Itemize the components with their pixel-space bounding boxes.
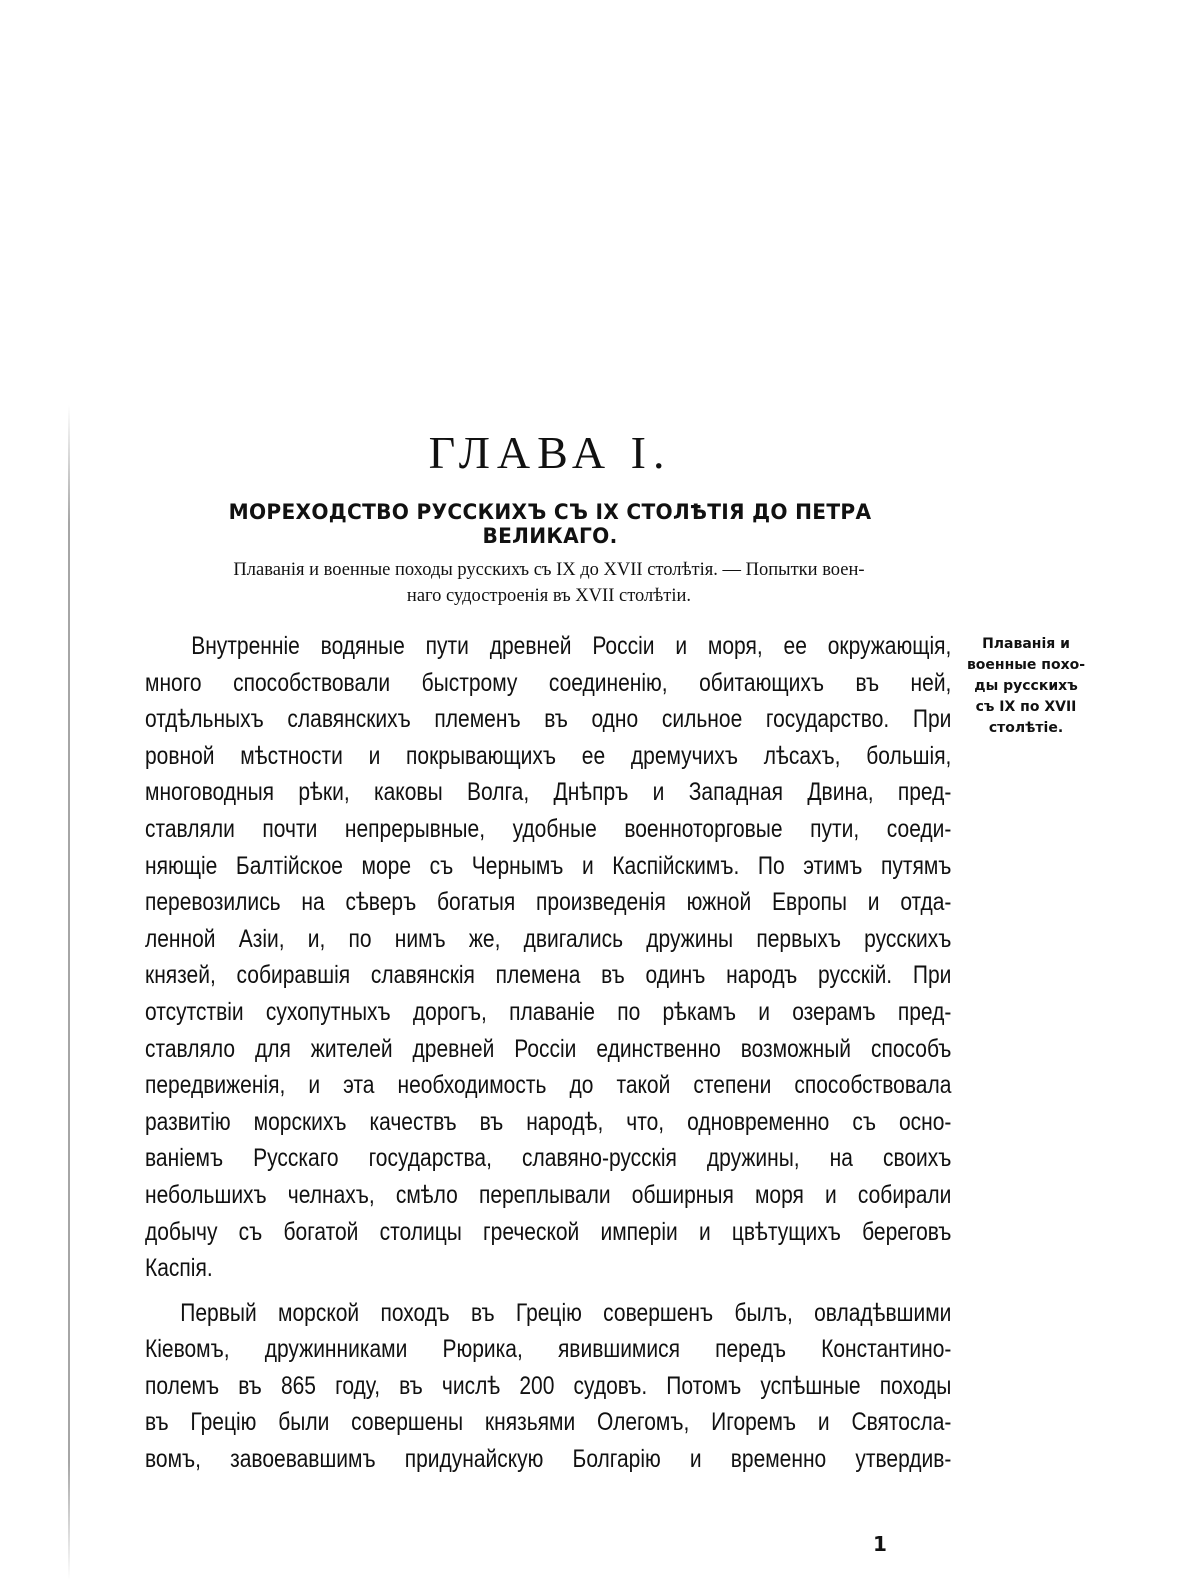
- body-line: ставляло для жителей древней Россіи единственно возможный способъ: [145, 1034, 952, 1063]
- body-line: вомъ, завоевавшимъ придунайскую Болгарію и временно утвердив-: [145, 1445, 952, 1474]
- page-number: 1: [873, 1532, 887, 1556]
- body-line: многоводныя рѣки, каковы Волга, Днѣпръ и Западная Двина, пред-: [145, 778, 952, 807]
- body-line: ваніемъ Русскаго государства, славяно-русскія дружины, на своихъ: [145, 1144, 952, 1173]
- margin-note-line: ды русскихъ: [974, 678, 1078, 694]
- body-line: въ Грецію были совершены князьями Олегомъ, Игоремъ и Святосла-: [145, 1408, 952, 1437]
- body-line: передвиженія, и эта необходимость до такой степени способствовала: [145, 1071, 952, 1100]
- body-line: развитію морскихъ качествъ въ народѣ, что, одновременно съ осно-: [145, 1107, 952, 1136]
- body-line: добычу съ богатой столицы греческой имперіи и цвѣтущихъ береговъ: [145, 1217, 952, 1246]
- margin-note-line: военные похо-: [966, 657, 1086, 673]
- margin-note-line: Плаванія и: [982, 636, 1070, 652]
- summary-line: наго судостроенія въ XVII столѣтіи.: [406, 586, 692, 606]
- body-text: [145, 628, 951, 1478]
- body-line: Кіевомъ, дружинниками Рюрика, явившимися передъ Константино-: [145, 1335, 952, 1364]
- page-edge-shadow: [68, 405, 70, 1580]
- chapter-subtitle: МОРЕХОДСТВО РУССКИХЪ СЪ IX СТОЛѢТІЯ ДО ПЕТРА ВЕЛИКАГО.: [228, 500, 872, 548]
- chapter-summary: [145, 557, 953, 609]
- body-line: ставляли почти непрерывные, удобные военноторговые пути, соеди-: [145, 814, 952, 843]
- body-line: Внутренніе водяные пути древней Россіи и моря, ее окружающія,: [191, 632, 952, 660]
- body-line: няющіе Балтійское море съ Чернымъ и Каспійскимъ. По этимъ путямъ: [145, 851, 952, 880]
- body-line: Первый морской походъ въ Грецію совершенъ былъ, овладѣвшими: [180, 1298, 952, 1327]
- margin-note-line: столѣтіе.: [988, 720, 1064, 736]
- body-line: Каспія.: [145, 1254, 213, 1283]
- body-line: отсутствіи сухопутныхъ дорогъ, плаваніе по рѣкамъ и озерамъ пред-: [145, 997, 952, 1026]
- body-line: полемъ въ 865 году, въ числѣ 200 судовъ. Потомъ успѣшные походы: [145, 1371, 952, 1400]
- body-line: небольшихъ челнахъ, смѣло переплывали обширныя моря и собирали: [145, 1180, 952, 1209]
- chapter-title: ГЛАВА I.: [428, 427, 672, 478]
- body-line: много способствовали быстрому соединенію, обитающихъ въ ней,: [145, 668, 952, 697]
- margin-note-line: съ IX по XVII: [975, 699, 1077, 715]
- body-line: ленной Азіи, и, по нимъ же, двигались дружины первыхъ русскихъ: [145, 924, 952, 953]
- body-line: князей, собиравшія славянскія племена въ одинъ народъ русскій. При: [145, 961, 952, 990]
- paragraph-gap: [145, 1287, 951, 1295]
- body-line: ровной мѣстности и покрывающихъ ее дремучихъ лѣсахъ, большія,: [145, 741, 952, 770]
- summary-line: Плаванія и военные походы русскихъ съ IX до XVII столѣтія. — Попытки воен-: [233, 560, 865, 580]
- body-line: отдѣльныхъ славянскихъ племенъ въ одно сильное государство. При: [145, 705, 952, 734]
- margin-note: [956, 634, 1096, 739]
- body-line: перевозились на сѣверъ богатыя произведенія южной Европы и отда-: [145, 888, 952, 917]
